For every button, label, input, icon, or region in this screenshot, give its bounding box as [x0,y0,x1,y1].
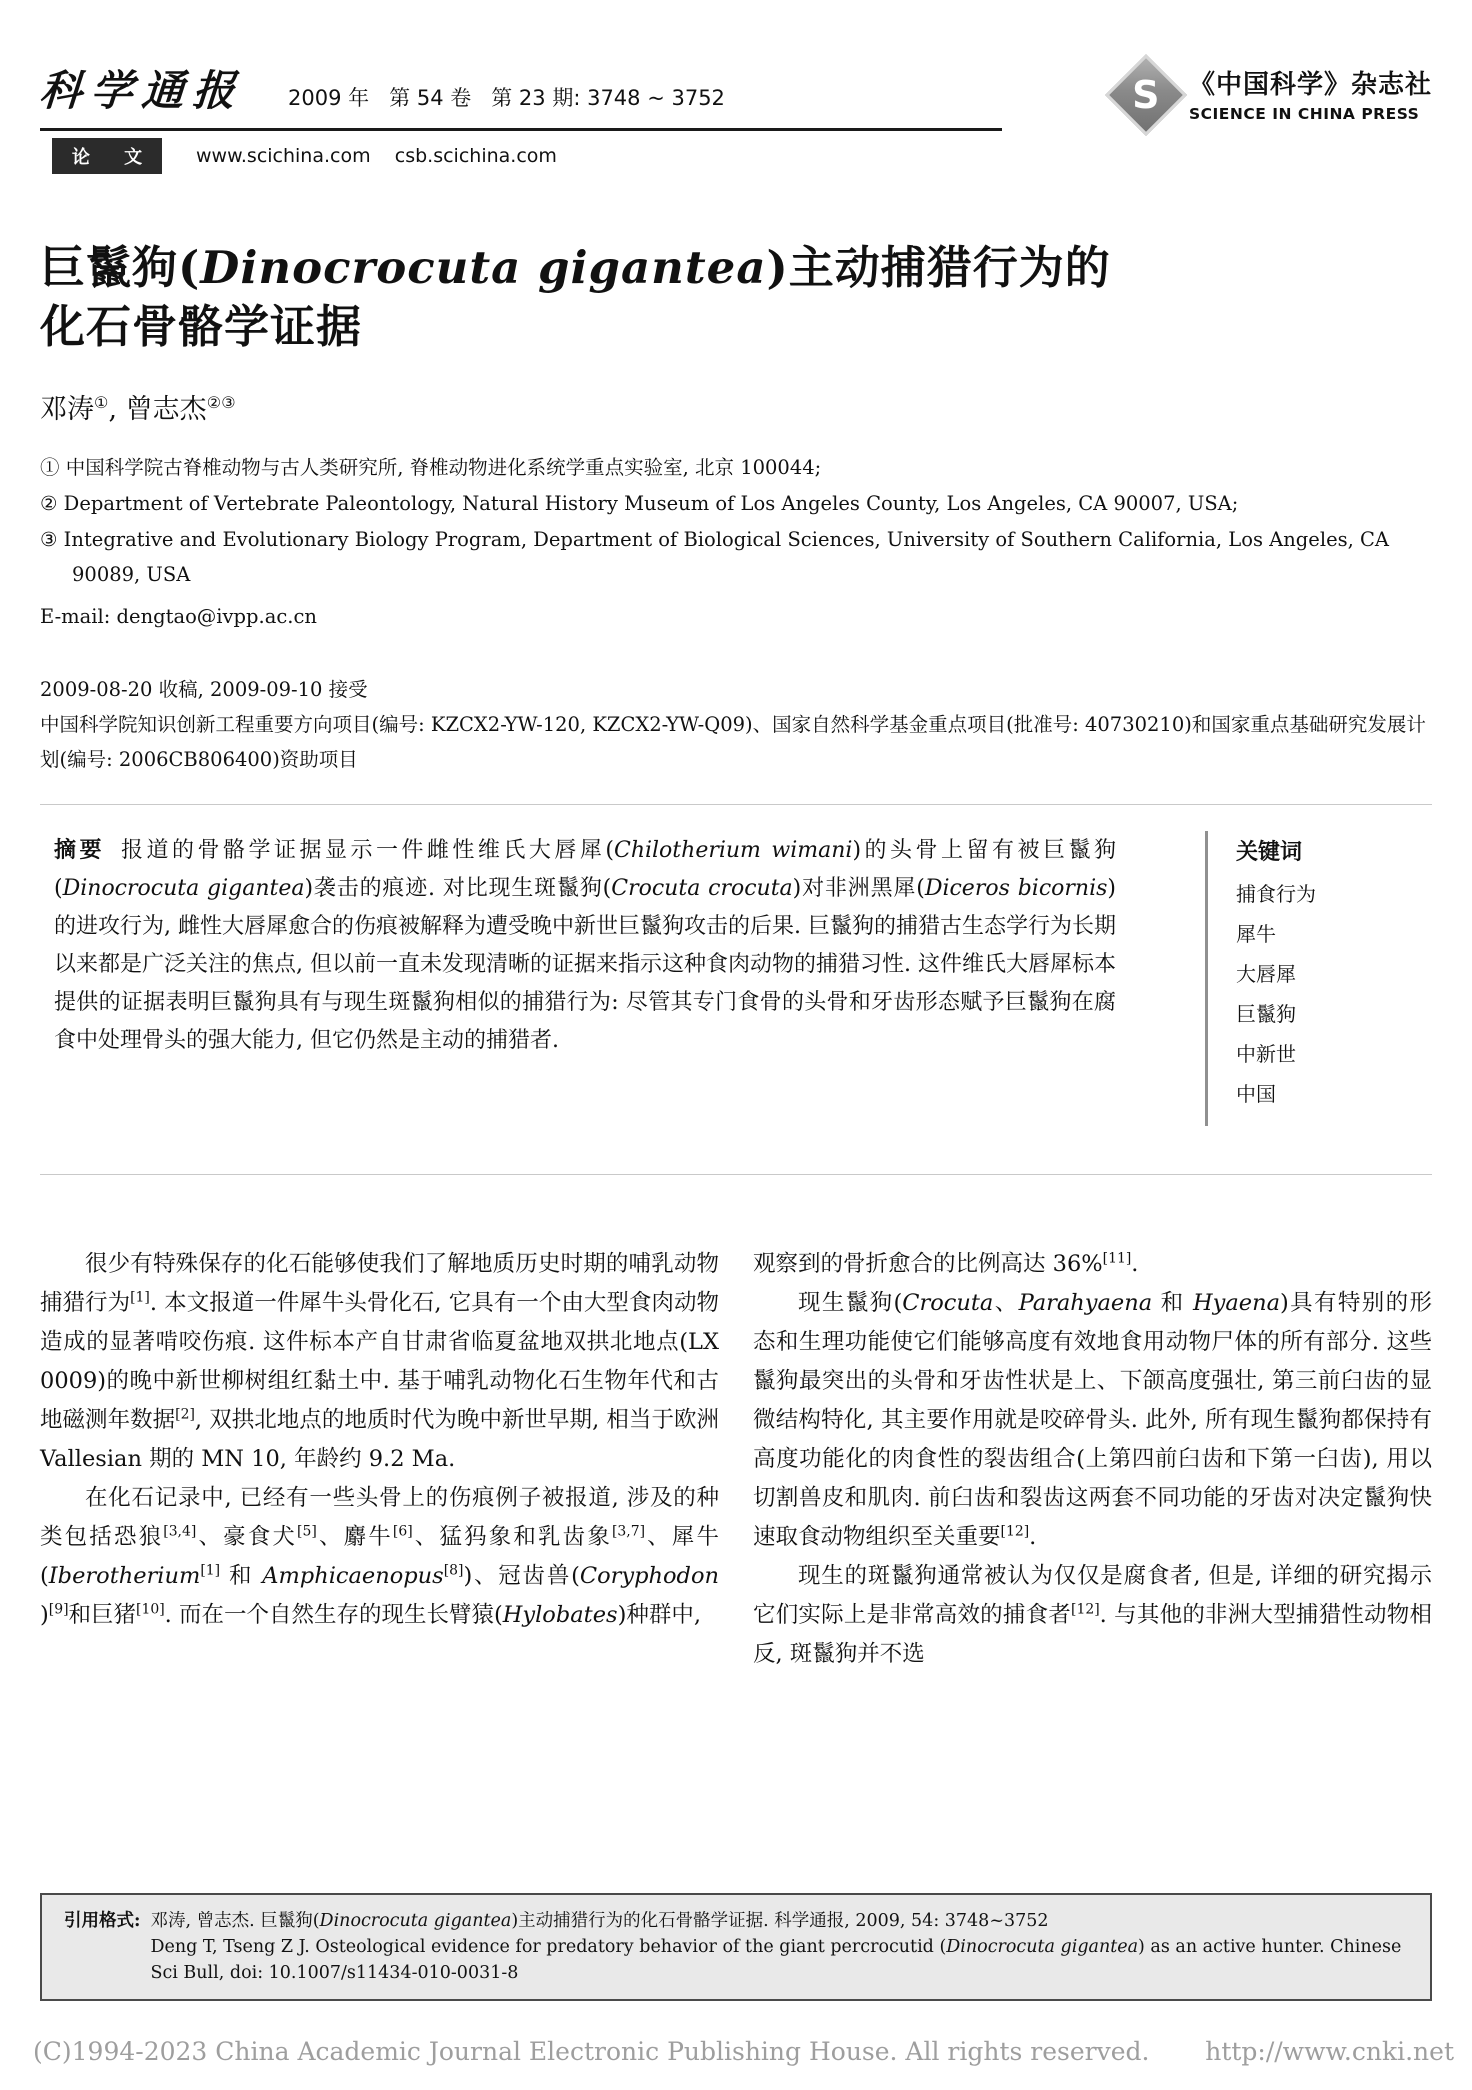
body-paragraph-continuation: 观察到的骨折愈合的比例高达 36%[11]. [753,1250,1139,1277]
press-names [1189,64,1432,123]
article-type-badge: 论 文 [52,138,162,174]
header-divider [40,128,1002,131]
issue-info: 2009 年 第 54 卷 第 23 期: 3748 ~ 3752 [288,86,725,110]
keyword-item: 犀牛 [1236,921,1276,946]
abstract-text: 报道的骨骼学证据显示一件雌性维氏大唇犀(Chilotherium wimani)的头骨上留有被巨鬣狗(Dinocrocuta gigantea)袭击的痕迹. 对比现生斑鬣狗(Crocuta crocuta)对非洲黑犀(Diceros bicornis)的进攻行为, 雌性大唇犀愈合的伤痕被解释为遭受晚中新世巨鬣狗攻击的后果. 巨鬣狗的捕猎古生态学行为长期以来都是广泛关注的焦点, 但以前一直未发现清晰的证据来指示这种食肉动物的捕猎习性. 这件维氏大唇犀标本提供的证据表明巨鬣狗具有与现生斑鬣狗相似的捕猎行为: 尽管其专门食骨的头骨和牙齿形态赋予巨鬣狗在腐食中处理骨头的强大能力, 但它仍然是主动的捕猎者. [54,837,1116,1053]
affiliation-3: ③ Integrative and Evolutionary Biology Program, Department of Biological Sciences, University of Southern California, Los Angeles, CA 90089, USA [40,527,1390,587]
citation-format-box [40,1893,1432,2001]
corresponding-email-link[interactable]: E-mail: dengtao@ivpp.ac.cn [40,605,317,629]
keywords-label: 关键词 [1236,838,1303,865]
press-name-cn: 《中国科学》杂志社 [1188,69,1432,100]
abstract-bottom-divider [40,1174,1432,1175]
citation-english: Deng T, Tseng Z J. Osteological evidence for predatory behavior of the giant percrocutid (Dinocrocuta gigantea) as an active hunter. Chinese Sci Bull, doi: 10.1007/s11434-010-0031-8 [150,1937,1402,1983]
body-left-column [40,1245,719,1674]
affiliation-list [40,450,1432,594]
keyword-item: 巨鬣狗 [1236,1001,1296,1026]
cnki-url-link[interactable]: http://www.cnki.net [1205,2037,1454,2066]
body-right-column [753,1245,1432,1674]
received-accepted-dates: 2009-08-20 收稿, 2009-09-10 接受 [40,678,368,702]
journal-websites-link[interactable]: www.scichina.com csb.scichina.com [196,145,557,167]
body-paragraph: 很少有特殊保存的化石能够使我们了解地质历史时期的哺乳动物捕猎行为[1]. 本文报道一件犀牛头骨化石, 它具有一个由大型食肉动物造成的显著啃咬伤痕. 这件标本产自甘肃省临夏盆地双拱北地点(LX 0009)的晚中新世柳树组红黏土中. 基于哺乳动物化石生物年代和古地磁测年数据[2], 双拱北地点的地质时代为晚中新世早期, 相当于欧洲 Vallesian 期的 MN 10, 年龄约 9.2 Ma. [40,1250,719,1472]
citation-label: 引用格式: [64,1911,141,1931]
science-china-press-logo-icon [1105,54,1187,136]
funding-statement: 中国科学院知识创新工程重要方向项目(编号: KZCX2-YW-120, KZCX2-YW-Q09)、国家自然科学基金重点项目(批准号: 40730210)和国家重点基础研究发展计划(编号: 2006CB806400)资助项目 [40,713,1426,772]
keyword-item: 捕食行为 [1236,881,1316,906]
body-columns [40,1245,1432,1674]
citation-chinese: 邓涛, 曾志杰. 巨鬣狗(Dinocrocuta gigantea)主动捕猎行为的化石骨骼学证据. 科学通报, 2009, 54: 3748~3752 [150,1911,1049,1931]
abstract-paragraph [54,831,1116,1126]
press-block [1117,62,1432,124]
keyword-item: 中新世 [1236,1041,1296,1066]
keywords-sidebar [1205,831,1395,1126]
body-paragraph: 现生鬣狗(Crocuta、Parahyaena 和 Hyaena)具有特别的形态和生理功能使它们能够高度有效地食用动物尸体的所有部分. 这些鬣狗最突出的头骨和牙齿性状是上、下颌高度强壮, 第三前臼齿的显微结构特化, 其主要作用就是咬碎骨头. 此外, 所有现生鬣狗都保持有高度功能化的肉食性的裂齿组合(上第四前臼齿和下第一臼齿), 用以切割兽皮和肌肉. 前臼齿和裂齿这两套不同功能的牙齿对决定鬣狗快速取食动物组织至关重要[12]. [753,1289,1432,1550]
paper-title [40,238,1432,357]
press-name-en: SCIENCE IN CHINA PRESS [1188,104,1420,123]
cnki-footer [33,2037,1454,2066]
body-paragraph: 现生的斑鬣狗通常被认为仅仅是腐食者, 但是, 详细的研究揭示它们实际上是非常高效的捕食者[12]. 与其他的非洲大型捕猎性动物相反, 斑鬣狗并不选 [753,1562,1432,1667]
keyword-item: 大唇犀 [1236,961,1296,986]
citation-body [150,1908,1410,1986]
article-meta [40,672,1432,777]
paper-title-line2: 化石骨骼学证据 [40,300,363,354]
affiliation-2: ② Department of Vertebrate Paleontology, Natural History Museum of Los Angeles County, Los Angeles, CA 90007, USA; [40,491,1239,515]
journal-header [40,0,1432,174]
paper-title-line1: 巨鬣狗(Dinocrocuta gigantea)主动捕猎行为的 [40,241,1111,294]
abstract-section [40,805,1432,1148]
keyword-item: 中国 [1236,1081,1276,1106]
abstract-label: 摘要 [54,836,105,863]
body-paragraph: 在化石记录中, 已经有一些头骨上的伤痕例子被报道, 涉及的种类包括恐狼[3,4]、豪食犬[5]、麝牛[6]、猛犸象和乳齿象[3,7]、犀牛 (Iberotherium[1] 和 Amphicaenopus[8])、冠齿兽(Coryphodon )[9]和巨猪[10]. 而在一个自然生存的现生长臂猿(Hylobates)种群中, [40,1484,719,1628]
press-logo-letter: S [1132,73,1160,117]
affiliation-1: ① 中国科学院古脊椎动物与古人类研究所, 脊椎动物进化系统学重点实验室, 北京 100044; [40,455,822,479]
header-bottom-row [40,138,1432,174]
journal-logo: 科学通报 [38,66,246,115]
author-list: 邓涛①, 曾志杰②③ [40,392,236,425]
copyright-text: (C)1994-2023 China Academic Journal Electronic Publishing House. All rights reserved. [33,2037,1150,2066]
